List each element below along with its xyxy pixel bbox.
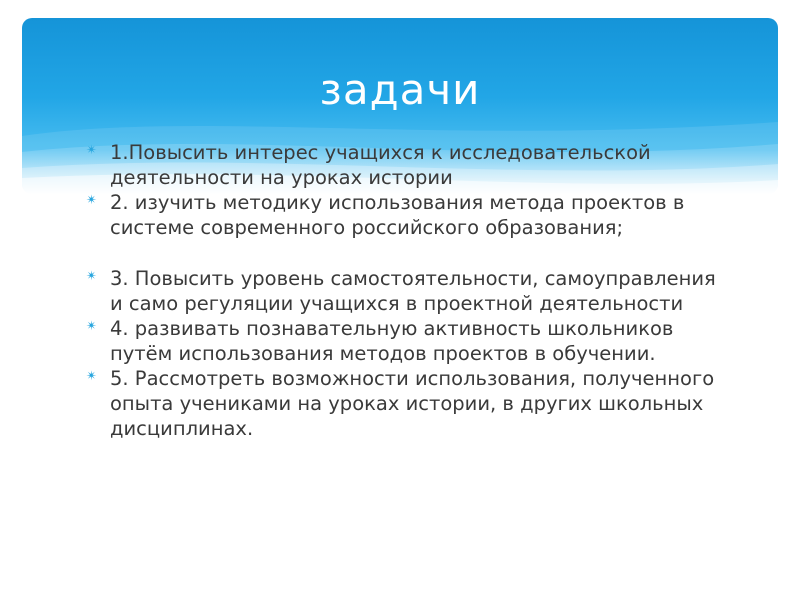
- star-bullet-icon: ✴: [86, 193, 97, 208]
- star-bullet-icon: ✴: [86, 369, 97, 384]
- star-bullet-icon: ✴: [86, 269, 97, 284]
- slide-title: задачи: [319, 65, 481, 114]
- list-item: [86, 140, 726, 190]
- list-item: [86, 190, 726, 240]
- list-item-text: 1.Повысить интерес учащихся к исследовательской деятельности на уроках истории: [110, 141, 651, 189]
- star-bullet-icon: ✴: [86, 143, 97, 158]
- star-bullet-icon: ✴: [86, 319, 97, 334]
- list-item-text: 3. Повысить уровень самостоятельности, самоуправления и само регуляции учащихся в проектной деятельности: [110, 267, 716, 315]
- list-item-text: 4. развивать познавательную активность школьников путём использования методов проектов в обучении.: [110, 317, 674, 365]
- list-item: [86, 366, 726, 441]
- list-item: [86, 266, 726, 316]
- list-item-text: 2. изучить методику использования метода проектов в системе современного российского образования;: [110, 191, 685, 239]
- list-item-text: 5. Рассмотреть возможности использования, полученного опыта учениками на уроках истории, в других школьных дисциплинах.: [110, 367, 715, 440]
- list-item: [86, 316, 726, 366]
- task-list: [86, 140, 726, 441]
